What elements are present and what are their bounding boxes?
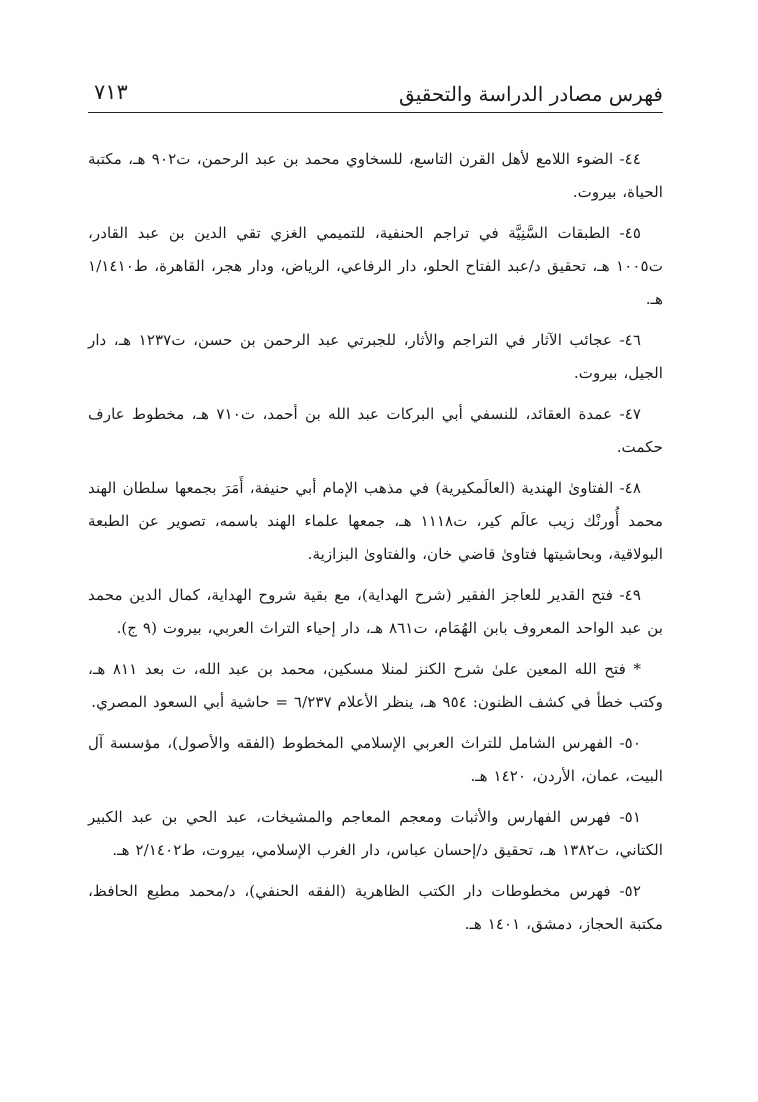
running-header <box>88 72 663 113</box>
bibliography-entry-47: ٤٧- عمدة العقائد، للنسفي أبي البركات عبد الله بن أحمد، ت٧١٠ هـ، مخطوط عارف حكمت. <box>88 405 663 456</box>
bibliography-entry-44: ٤٤- الضوء اللامع لأهل القرن التاسع، للسخاوي محمد بن عبد الرحمن، ت٩٠٢ هـ، مكتبة الحياة، بيروت. <box>88 150 663 201</box>
bibliography-entry-52: ٥٢- فهرس مخطوطات دار الكتب الظاهرية (الفقه الحنفي)، د/محمد مطيع الحافظ، مكتبة الحجاز، دمشق، ١٤٠١ هـ. <box>88 882 663 933</box>
page-number: ٧١٣ <box>94 80 128 104</box>
bibliography-entry-51: ٥١- فهرس الفهارس والأثبات ومعجم المعاجم والمشيخات، عبد الحي بن عبد الكبير الكتاني، ت١٣٨٢ هـ، تحقيق د/إحسان عباس، دار الغرب الإسلامي، بيروت، ط٢/١٤٠٢ هـ. <box>88 808 663 859</box>
bibliography-entry-48: ٤٨- الفتاوىٰ الهندية (العالَمكيرية) في مذهب الإمام أبي حنيفة، أَمَرَ بجمعها سلطان الهند محمد أُورنْك زيب عالَم كير، ت١١١٨ هـ، جمعها علماء الهند باسمه، تصوير عن الطبعة البولاقية، وبحاشيتها فتاوىٰ قاضي خان، والفتاوىٰ البزازية. <box>88 479 663 563</box>
bibliography-entry-46: ٤٦- عجائب الآثار في التراجم والأثار، للجبرتي عبد الرحمن بن حسن، ت١٢٣٧ هـ، دار الجيل، بيروت. <box>88 331 663 382</box>
bibliography-entry-45: ٤٥- الطبقات السَّنِيَّة في تراجم الحنفية، للتميمي الغزي تقي الدين بن عبد القادر، ت١٠٠٥ هـ، تحقيق د/عبد الفتاح الحلو، دار الرفاعي، الرياض، ودار هجر، القاهرة، ط١/١٤١٠ هـ. <box>88 224 663 308</box>
bibliography-entry-49: ٤٩- فتح القدير للعاجز الفقير (شرح الهداية)، مع بقية شروح الهداية، كمال الدين محمد بن عبد الواحد المعروف بابن الهُمَام، ت٨٦١ هـ، دار إحياء التراث العربي، بيروت (٩ ج). <box>88 586 663 637</box>
bibliography-list <box>88 143 663 941</box>
running-title: فهرس مصادر الدراسة والتحقيق <box>399 82 663 106</box>
bibliography-note-entry: * فتح الله المعين علىٰ شرح الكنز لمنلا مسكين، محمد بن عبد الله، ت بعد ٨١١ هـ، وكتب خطأ في كشف الظنون: ٩٥٤ هـ، ينظر الأعلام ٦/٢٣٧ = حاشية أبي السعود المصري. <box>88 660 663 711</box>
book-page <box>88 72 663 1032</box>
bibliography-entry-50: ٥٠- الفهرس الشامل للتراث العربي الإسلامي المخطوط (الفقه والأصول)، مؤسسة آل البيت، عمان، الأردن، ١٤٢٠ هـ. <box>88 734 663 785</box>
